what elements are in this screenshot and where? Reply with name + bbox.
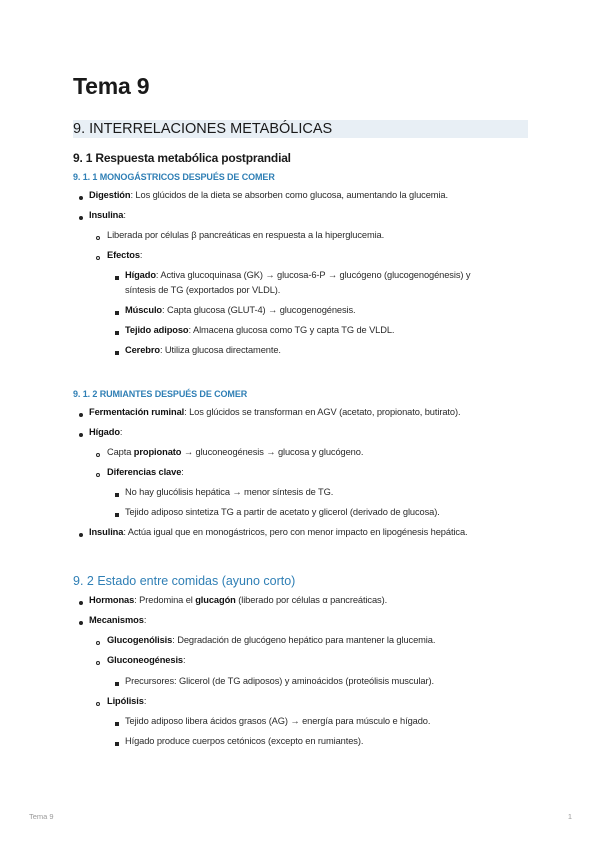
list-item-gluconeogenesis: Gluconeogénesis:	[107, 655, 186, 665]
bullet-square	[115, 722, 119, 726]
bullet-disc	[79, 621, 83, 625]
list-item-precursores: Precursores: Glicerol (de TG adiposos) y aminoácidos (proteólisis muscular).	[125, 676, 434, 686]
bullet-disc	[79, 601, 83, 605]
bullet-disc	[79, 533, 83, 537]
list-item-tejido-adiposo: Tejido adiposo: Almacena glucosa como TG y capta TG de VLDL.	[125, 325, 395, 335]
bullet-circle	[96, 236, 100, 240]
list-item-diferencias: Diferencias clave:	[107, 467, 184, 477]
bullet-square	[115, 682, 119, 686]
list-item-capta: Capta propionato → gluconeogénesis → glucosa y glucógeno.	[107, 447, 364, 457]
bullet-square	[115, 311, 119, 315]
section-9-1-heading: 9. 1 Respuesta metabólica postprandial	[73, 151, 291, 165]
bullet-circle	[96, 256, 100, 260]
bullet-disc	[79, 216, 83, 220]
section-9-1-1-heading: 9. 1. 1 MONOGÁSTRICOS DESPUÉS DE COMER	[73, 172, 275, 182]
footer-page-number: 1	[567, 812, 572, 821]
section-9-2-heading: 9. 2 Estado entre comidas (ayuno corto)	[73, 574, 296, 588]
list-item-insulina-rumiantes: Insulina: Actúa igual que en monogástricos, pero con menor impacto en lipogénesis hepática.	[89, 527, 468, 537]
document-title: Tema 9	[73, 73, 150, 99]
list-item-no-glucolisis: No hay glucólisis hepática → menor síntesis de TG.	[125, 487, 334, 497]
list-item-liberada: Liberada por células β pancreáticas en respuesta a la hiperglucemia.	[107, 230, 385, 240]
list-item-cerebro: Cerebro: Utiliza glucosa directamente.	[125, 345, 281, 355]
section-9-heading: 9. INTERRELACIONES METABÓLICAS	[73, 120, 528, 138]
list-item-cuerpos-cetonicos: Hígado produce cuerpos cetónicos (excepto en rumiantes).	[125, 736, 364, 746]
bullet-square	[115, 742, 119, 746]
bullet-square	[115, 276, 119, 280]
list-item-efectos: Efectos:	[107, 250, 143, 260]
section-9-1-2-heading: 9. 1. 2 RUMIANTES DESPUÉS DE COMER	[73, 389, 248, 399]
list-item-hormonas: Hormonas: Predomina el glucagón (liberado por células α pancreáticas).	[89, 595, 388, 605]
list-item-insulina: Insulina:	[89, 210, 126, 220]
list-item-musculo: Músculo: Capta glucosa (GLUT-4) → glucogenogénesis.	[125, 305, 356, 315]
footer-title: Tema 9	[29, 812, 54, 821]
bullet-circle	[96, 473, 100, 477]
list-item-higado-efecto: Hígado: Activa glucoquinasa (GK) → glucosa-6-P → glucógeno (glucogenogénesis) y síntesis de TG (exportados por VLDL).	[125, 270, 471, 295]
bullet-circle	[96, 453, 100, 457]
bullet-circle	[96, 641, 100, 645]
bullet-square	[115, 513, 119, 517]
list-item-mecanismos: Mecanismos:	[89, 615, 147, 625]
bullet-disc	[79, 196, 83, 200]
list-item-glucogenolisis: Glucogenólisis: Degradación de glucógeno hepático para mantener la glucemia.	[107, 635, 436, 645]
bullet-square	[115, 493, 119, 497]
bullet-square	[115, 331, 119, 335]
list-item-higado: Hígado:	[89, 427, 123, 437]
list-item-lipolisis: Lipólisis:	[107, 696, 147, 706]
bullet-circle	[96, 702, 100, 706]
list-item-fermentacion: Fermentación ruminal: Los glúcidos se transforman en AGV (acetato, propionato, butirato).	[89, 407, 461, 417]
list-item-sintetiza: Tejido adiposo sintetiza TG a partir de acetato y glicerol (derivado de glucosa).	[125, 507, 440, 517]
list-item-tejido-libera: Tejido adiposo libera ácidos grasos (AG) → energía para músculo e hígado.	[125, 716, 431, 726]
bullet-disc	[79, 413, 83, 417]
list-item-digestion: Digestión: Los glúcidos de la dieta se absorben como glucosa, aumentando la glucemia.	[89, 190, 448, 200]
bullet-disc	[79, 433, 83, 437]
bullet-square	[115, 351, 119, 355]
bullet-circle	[96, 661, 100, 665]
